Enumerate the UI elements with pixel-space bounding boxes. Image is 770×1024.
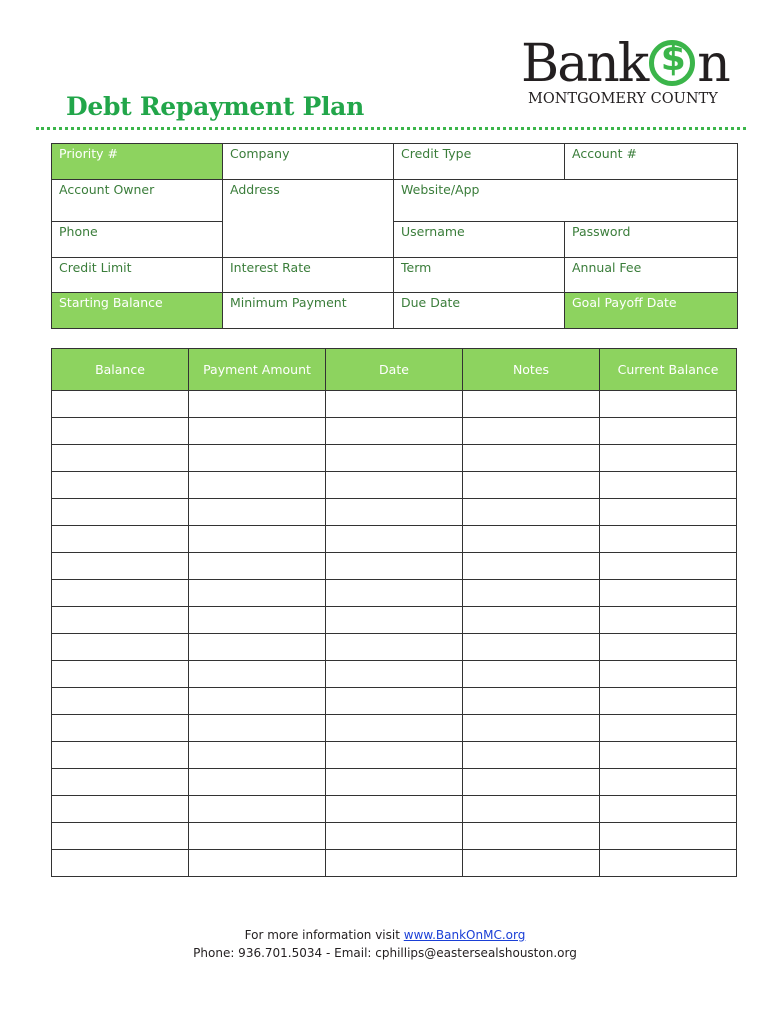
table-cell[interactable] <box>52 607 189 634</box>
table-cell[interactable] <box>463 769 600 796</box>
table-cell[interactable] <box>326 742 463 769</box>
footer-visit-line <box>0 926 770 944</box>
table-cell[interactable] <box>189 850 326 877</box>
table-cell[interactable] <box>52 850 189 877</box>
table-cell[interactable] <box>463 391 600 418</box>
table-row <box>52 418 737 445</box>
column-header-date: Date <box>326 349 463 391</box>
table-cell[interactable] <box>326 769 463 796</box>
table-cell[interactable] <box>189 769 326 796</box>
table-row <box>52 634 737 661</box>
table-row <box>52 769 737 796</box>
table-cell[interactable] <box>189 634 326 661</box>
table-cell[interactable] <box>52 445 189 472</box>
table-cell[interactable] <box>600 607 737 634</box>
table-cell[interactable] <box>600 391 737 418</box>
field-minimum-payment[interactable]: Minimum Payment <box>223 293 394 328</box>
table-row <box>52 445 737 472</box>
table-row <box>52 823 737 850</box>
field-website-app[interactable]: Website/App <box>394 180 737 222</box>
table-cell[interactable] <box>189 445 326 472</box>
dotted-divider <box>36 127 746 130</box>
table-row <box>52 796 737 823</box>
table-cell[interactable] <box>189 823 326 850</box>
table-cell[interactable] <box>189 715 326 742</box>
table-cell[interactable] <box>189 553 326 580</box>
table-cell[interactable] <box>52 391 189 418</box>
table-cell[interactable] <box>326 688 463 715</box>
table-cell[interactable] <box>52 688 189 715</box>
table-cell[interactable] <box>52 634 189 661</box>
table-cell[interactable] <box>52 418 189 445</box>
footer-contact: Phone: 936.701.5034 - Email: cphillips@eastersealshouston.org <box>193 946 577 960</box>
table-cell[interactable] <box>326 607 463 634</box>
table-cell[interactable] <box>52 715 189 742</box>
table-cell[interactable] <box>600 661 737 688</box>
table-cell[interactable] <box>600 553 737 580</box>
table-cell[interactable] <box>189 796 326 823</box>
table-cell[interactable] <box>600 769 737 796</box>
field-account-owner[interactable]: Account Owner <box>52 180 223 222</box>
table-row <box>52 391 737 418</box>
table-cell[interactable] <box>189 526 326 553</box>
page-title: Debt Repayment Plan <box>66 92 364 121</box>
table-cell[interactable] <box>463 499 600 526</box>
table-cell[interactable] <box>600 850 737 877</box>
table-cell[interactable] <box>600 472 737 499</box>
field-credit-limit[interactable]: Credit Limit <box>52 258 223 293</box>
table-cell[interactable] <box>189 688 326 715</box>
table-row <box>52 607 737 634</box>
table-cell[interactable] <box>600 823 737 850</box>
column-header-notes: Notes <box>463 349 600 391</box>
table-cell[interactable] <box>463 796 600 823</box>
logo-subtitle: MONTGOMERY COUNTY <box>528 91 718 107</box>
table-cell[interactable] <box>326 499 463 526</box>
table-cell[interactable] <box>463 742 600 769</box>
column-header-current-balance: Current Balance <box>600 349 737 391</box>
table-row <box>52 526 737 553</box>
table-cell[interactable] <box>463 472 600 499</box>
table-cell[interactable] <box>52 823 189 850</box>
field-address[interactable]: Address <box>223 180 394 258</box>
table-cell[interactable] <box>189 607 326 634</box>
table-cell[interactable] <box>52 472 189 499</box>
field-account-number[interactable]: Account # <box>565 144 737 180</box>
field-interest-rate[interactable]: Interest Rate <box>223 258 394 293</box>
table-cell[interactable] <box>326 661 463 688</box>
table-cell[interactable] <box>52 796 189 823</box>
table-cell[interactable] <box>463 445 600 472</box>
table-cell[interactable] <box>189 499 326 526</box>
footer-visit-text: For more information visit <box>244 928 404 942</box>
table-cell[interactable] <box>52 769 189 796</box>
column-header-payment-amount: Payment Amount <box>189 349 326 391</box>
table-row <box>52 850 737 877</box>
field-goal-payoff-date[interactable]: Goal Payoff Date <box>565 293 737 328</box>
payment-log-table <box>51 348 737 877</box>
table-cell[interactable] <box>463 580 600 607</box>
field-password[interactable]: Password <box>565 222 737 258</box>
table-row <box>52 580 737 607</box>
field-due-date[interactable]: Due Date <box>394 293 565 328</box>
logo-word-n: n <box>697 34 729 94</box>
table-cell[interactable] <box>326 526 463 553</box>
table-cell[interactable] <box>52 661 189 688</box>
table-cell[interactable] <box>189 472 326 499</box>
table-cell[interactable] <box>600 796 737 823</box>
table-cell[interactable] <box>600 418 737 445</box>
table-cell[interactable] <box>326 445 463 472</box>
table-row <box>52 472 737 499</box>
account-info-grid <box>51 143 738 329</box>
bankon-logo <box>518 28 743 112</box>
table-cell[interactable] <box>600 742 737 769</box>
table-cell[interactable] <box>463 607 600 634</box>
table-row <box>52 742 737 769</box>
table-cell[interactable] <box>189 418 326 445</box>
table-cell[interactable] <box>600 499 737 526</box>
table-cell[interactable] <box>326 850 463 877</box>
table-cell[interactable] <box>52 526 189 553</box>
table-cell[interactable] <box>326 418 463 445</box>
field-priority[interactable]: Priority # <box>52 144 223 180</box>
table-cell[interactable] <box>463 634 600 661</box>
table-cell[interactable] <box>463 688 600 715</box>
table-cell[interactable] <box>463 715 600 742</box>
table-cell[interactable] <box>600 688 737 715</box>
table-cell[interactable] <box>189 391 326 418</box>
table-cell[interactable] <box>600 526 737 553</box>
table-cell[interactable] <box>326 472 463 499</box>
table-cell[interactable] <box>52 499 189 526</box>
table-cell[interactable] <box>189 742 326 769</box>
table-row <box>52 553 737 580</box>
table-cell[interactable] <box>463 661 600 688</box>
table-row <box>52 688 737 715</box>
logo-word-bank: Bank <box>521 34 648 94</box>
table-cell[interactable] <box>600 580 737 607</box>
dollar-coin-icon <box>649 40 695 86</box>
table-row <box>52 499 737 526</box>
table-cell[interactable] <box>326 391 463 418</box>
field-annual-fee[interactable]: Annual Fee <box>565 258 737 293</box>
footer <box>0 926 770 962</box>
table-cell[interactable] <box>326 796 463 823</box>
table-cell[interactable] <box>463 418 600 445</box>
table-cell[interactable] <box>52 553 189 580</box>
table-cell[interactable] <box>600 634 737 661</box>
table-cell[interactable] <box>326 634 463 661</box>
table-cell[interactable] <box>52 580 189 607</box>
field-starting-balance[interactable]: Starting Balance <box>52 293 223 328</box>
table-cell[interactable] <box>189 661 326 688</box>
field-username[interactable]: Username <box>394 222 565 258</box>
field-company[interactable]: Company <box>223 144 394 180</box>
table-cell[interactable] <box>463 553 600 580</box>
table-row <box>52 715 737 742</box>
table-cell[interactable] <box>326 553 463 580</box>
table-cell[interactable] <box>463 526 600 553</box>
table-header-row <box>52 349 737 391</box>
table-cell[interactable] <box>189 580 326 607</box>
table-cell[interactable] <box>600 445 737 472</box>
field-credit-type[interactable]: Credit Type <box>394 144 565 180</box>
website-link[interactable]: www.BankOnMC.org <box>403 928 526 942</box>
table-cell[interactable] <box>463 850 600 877</box>
table-cell[interactable] <box>326 823 463 850</box>
table-cell[interactable] <box>326 715 463 742</box>
logo-dollar-symbol: $ <box>660 38 684 79</box>
table-row <box>52 661 737 688</box>
column-header-balance: Balance <box>52 349 189 391</box>
field-term[interactable]: Term <box>394 258 565 293</box>
logo-wordmark <box>521 28 729 94</box>
field-phone[interactable]: Phone <box>52 222 223 258</box>
table-cell[interactable] <box>326 580 463 607</box>
table-cell[interactable] <box>52 742 189 769</box>
table-cell[interactable] <box>600 715 737 742</box>
table-cell[interactable] <box>463 823 600 850</box>
